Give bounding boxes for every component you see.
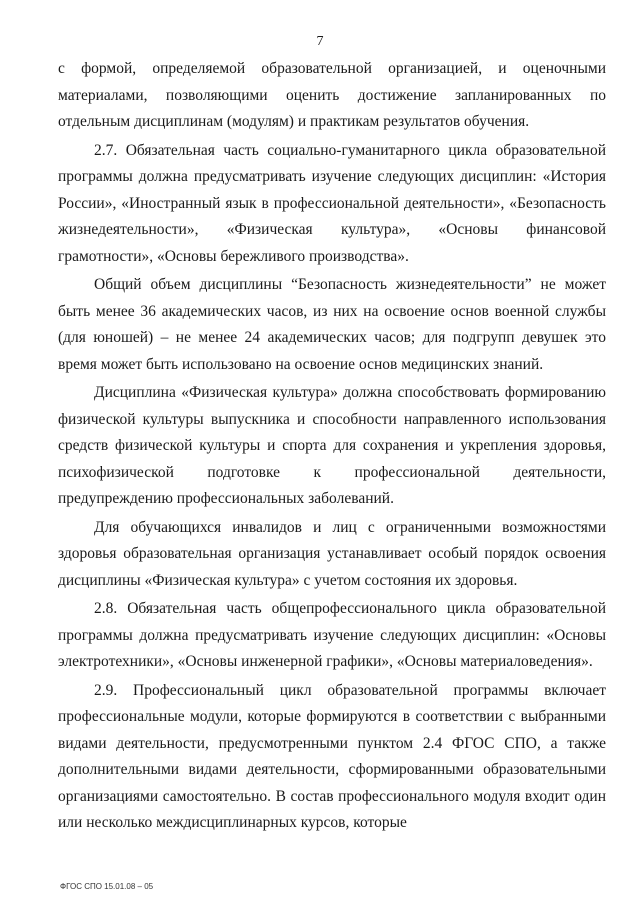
paragraph-2-7: 2.7. Обязательная часть социально-гуманитарного цикла образовательной программы должна предусматривать изучение следующих дисциплин: «История России», «Иностранный язык в профессиональной деятельности», «Безопасность жизнедеятельности», «Физическая культура», «Основы финансовой грамотности», «Основы бережливого производства».: [58, 141, 606, 265]
paragraph-physical-culture: Дисциплина «Физическая культура» должна способствовать формированию физической культуры выпускника и способности направленного использования средств физической культуры и спорта для сохранения и укрепления здоровья, психофизической подготовке к профессиональной деятельности, предупреждению профессиональных заболеваний.: [58, 384, 606, 507]
paragraph-2-8: 2.8. Обязательная часть общепрофессионального цикла образовательной программы должна предусматривать изучение следующих дисциплин: «Основы электротехники», «Основы инженерной графики», «Основы материаловедения».: [58, 600, 606, 670]
paragraph-2-9: 2.9. Профессиональный цикл образовательной программы включает профессиональные модули, которые формируются в соответствии с выбранными видами деятельности, предусмотренными пунктом 2.4 ФГОС СПО, а также дополнительными видами деятельности, сформированными образовательными организациями самостоятельно. В состав профессионального модуля входит один или несколько междисциплинарных курсов, которые: [58, 681, 606, 831]
paragraph-disabled-students: Для обучающихся инвалидов и лиц с ограниченными возможностями здоровья образовательная организация устанавливает особый порядок освоения дисциплины «Физическая культура» с учетом состояния их здоровья.: [58, 518, 606, 589]
page-number: 7: [316, 34, 324, 49]
paragraph-bzh-volume: Общий объем дисциплины “Безопасность жизнедеятельности” не может быть менее 36 академических часов, из них на освоение основ военной службы (для юношей) – не менее 24 академических часов; для подгрупп девушек это время может быть использовано на освоение основ медицинских знаний.: [58, 276, 606, 373]
document-body: [58, 56, 606, 837]
paragraph-continuation: с формой, определяемой образовательной организацией, и оценочными материалами, позволяющими оценить достижение запланированных по отдельным дисциплинам (модулям) и практикам результатов обучения.: [58, 60, 606, 130]
document-footer: ФГОС СПО 15.01.08 – 05: [60, 882, 154, 891]
